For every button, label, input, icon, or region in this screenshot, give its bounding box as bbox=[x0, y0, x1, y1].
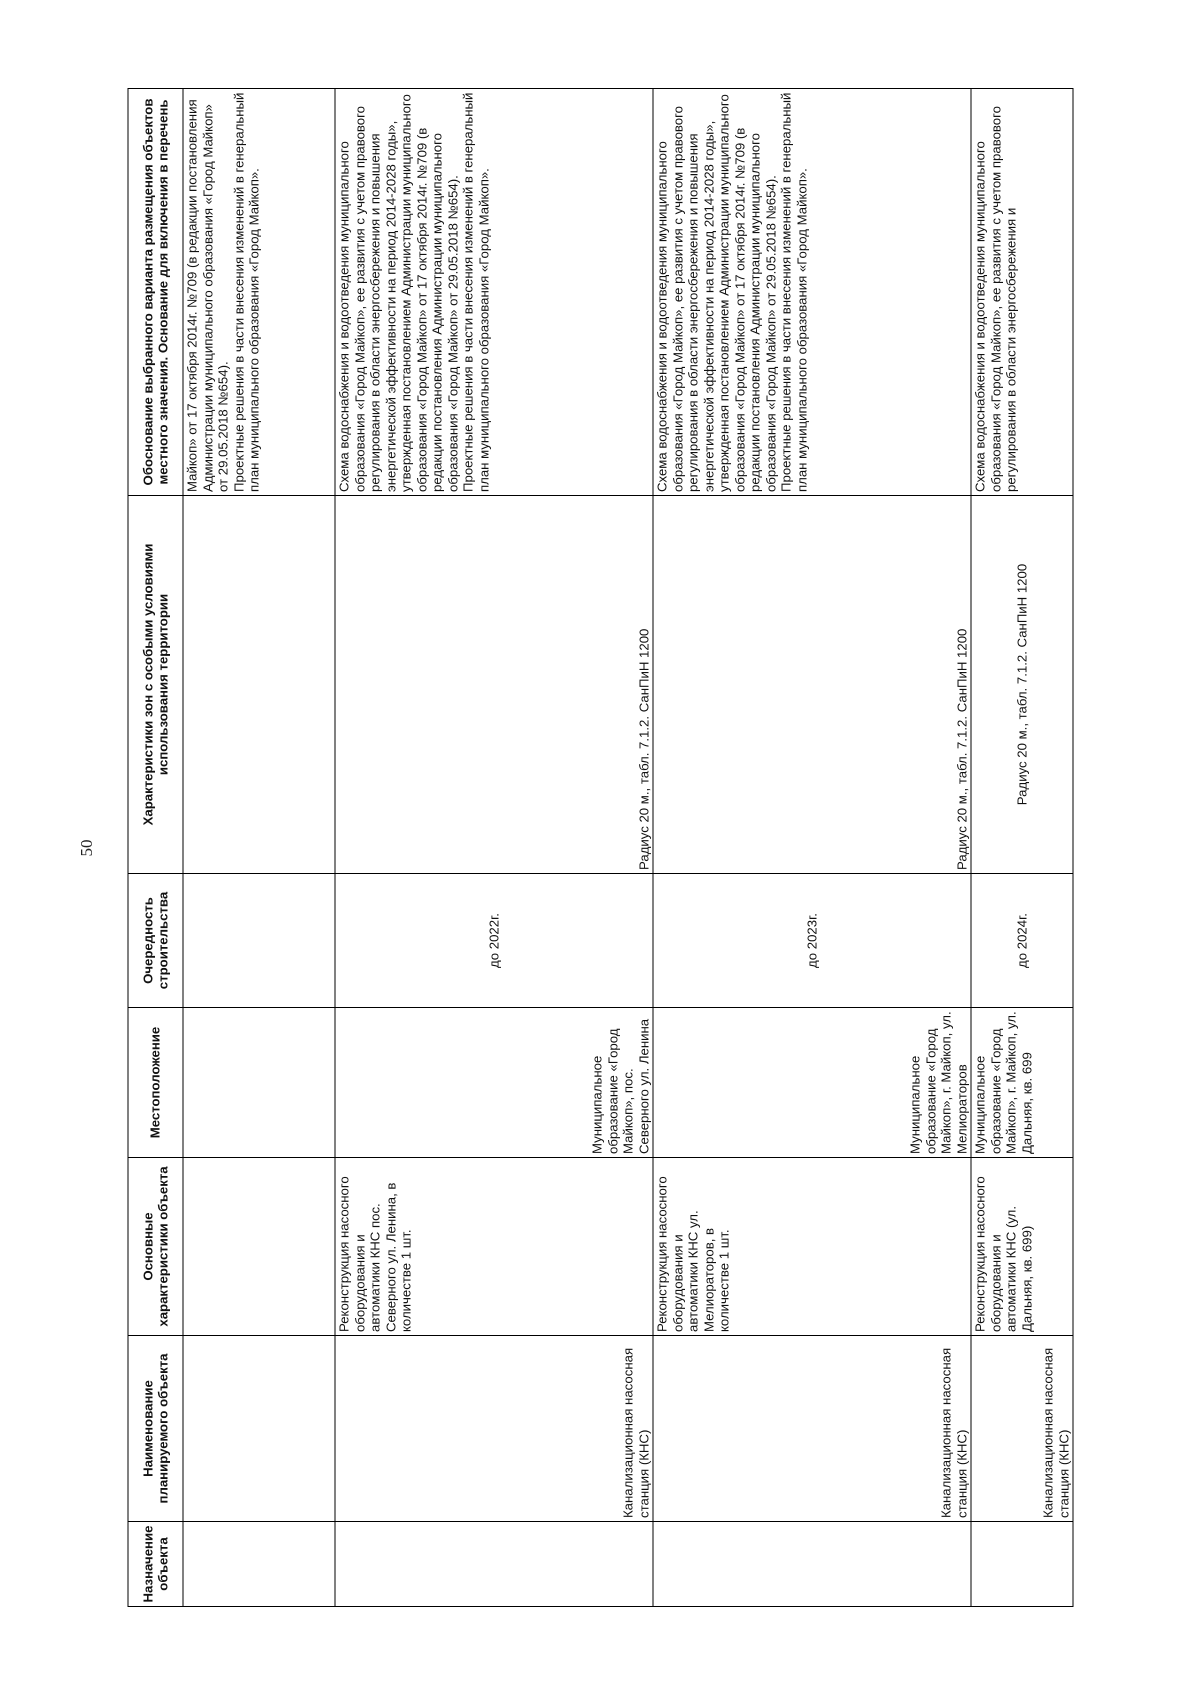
cell-basis: Схема водоснабжения и водоотведения муниципального образования «Город Майкоп», ее развития с учетом правового регулирования в области энергосбережения и bbox=[971, 89, 1073, 496]
table-row bbox=[653, 89, 971, 1607]
cell-name bbox=[183, 1336, 335, 1522]
header-basis: Обоснование выбранного варианта размещения объектов местного значения. Основание для включения в перечень bbox=[128, 89, 183, 496]
page-number: 50 bbox=[77, 839, 96, 857]
rotated-table-wrapper bbox=[128, 89, 1073, 1607]
cell-purpose bbox=[183, 1522, 335, 1607]
cell-zones bbox=[183, 496, 335, 874]
table-row bbox=[183, 89, 335, 1607]
cell-name: Канализационная насосная станция (КНС) bbox=[335, 1336, 653, 1522]
cell-basis: Майкоп» от 17 октября 2014г. №709 (в редакции постановления Администрации муниципального образования «Город Майкоп» от 29.05.2018 №654). Проектные решения в части внесения изменений в генеральный план муниципального образования «Город Майкоп». bbox=[183, 89, 335, 496]
cell-zones: Радиус 20 м., табл. 7.1.2. СанПиН 1200 bbox=[335, 496, 653, 874]
cell-characteristics bbox=[183, 1158, 335, 1336]
cell-basis: Схема водоснабжения и водоотведения муниципального образования «Город Майкоп», ее развития с учетом правового регулирования в области энергосбережения и повышения энергетической эффективности на период 2014-2028 годы», утвержденная постановлением Администрации муниципального образования «Город Майкоп» от 17 октября 2014г. №709 (в редакции постановления Администрации муниципального образования «Город Майкоп» от 29.05.2018 №654). Проектные решения в части внесения изменений в генеральный план муниципального образования «Город Майкоп». bbox=[653, 89, 971, 496]
cell-characteristics: Реконструкция насосного оборудования и автоматики КНС ул. Мелиораторов, в количестве 1 шт. bbox=[653, 1158, 971, 1336]
cell-name: Канализационная насосная станция (КНС) bbox=[971, 1336, 1073, 1522]
cell-location: Муниципальное образование «Город Майкоп», пос. Северного ул. Ленина bbox=[335, 1008, 653, 1158]
cell-zones: Радиус 20 м., табл. 7.1.2. СанПиН 1200 bbox=[971, 496, 1073, 874]
header-queue: Очередность строительства bbox=[128, 874, 183, 1008]
header-characteristics: Основные характеристики объекта bbox=[128, 1158, 183, 1336]
cell-queue: до 2022г. bbox=[335, 874, 653, 1008]
cell-location bbox=[183, 1008, 335, 1158]
header-location: Местоположение bbox=[128, 1008, 183, 1158]
cell-characteristics: Реконструкция насосного оборудования и автоматики КНС пос. Северного ул. Ленина, в количестве 1 шт. bbox=[335, 1158, 653, 1336]
cell-queue: до 2023г. bbox=[653, 874, 971, 1008]
cell-purpose bbox=[335, 1522, 653, 1607]
cell-purpose bbox=[971, 1522, 1073, 1607]
header-row bbox=[128, 89, 183, 1607]
cell-location: Муниципальное образование «Город Майкоп», г. Майкоп, ул. Дальняя, кв. 699 bbox=[971, 1008, 1073, 1158]
cell-purpose bbox=[653, 1522, 971, 1607]
cell-queue bbox=[183, 874, 335, 1008]
header-zones: Характеристики зон с особыми условиями использования территории bbox=[128, 496, 183, 874]
header-purpose: Назначение объекта bbox=[128, 1522, 183, 1607]
header-name: Наименование планируемого объекта bbox=[128, 1336, 183, 1522]
table-row bbox=[335, 89, 653, 1607]
objects-table bbox=[128, 88, 1074, 1607]
cell-name: Канализационная насосная станция (КНС) bbox=[653, 1336, 971, 1522]
cell-zones: Радиус 20 м., табл. 7.1.2. СанПиН 1200 bbox=[653, 496, 971, 874]
cell-basis: Схема водоснабжения и водоотведения муниципального образования «Город Майкоп», ее развития с учетом правового регулирования в области энергосбережения и повышения энергетической эффективности на период 2014-2028 годы», утвержденная постановлением Администрации муниципального образования «Город Майкоп» от 17 октября 2014г. №709 (в редакции постановления Администрации муниципального образования «Город Майкоп» от 29.05.2018 №654). Проектные решения в части внесения изменений в генеральный план муниципального образования «Город Майкоп». bbox=[335, 89, 653, 496]
cell-queue: до 2024г. bbox=[971, 874, 1073, 1008]
table-row bbox=[971, 89, 1073, 1607]
cell-location: Муниципальное образование «Город Майкоп», г. Майкоп, ул. Мелиораторов bbox=[653, 1008, 971, 1158]
cell-characteristics: Реконструкция насосного оборудования и автоматики КНС (ул. Дальняя, кв. 699) bbox=[971, 1158, 1073, 1336]
